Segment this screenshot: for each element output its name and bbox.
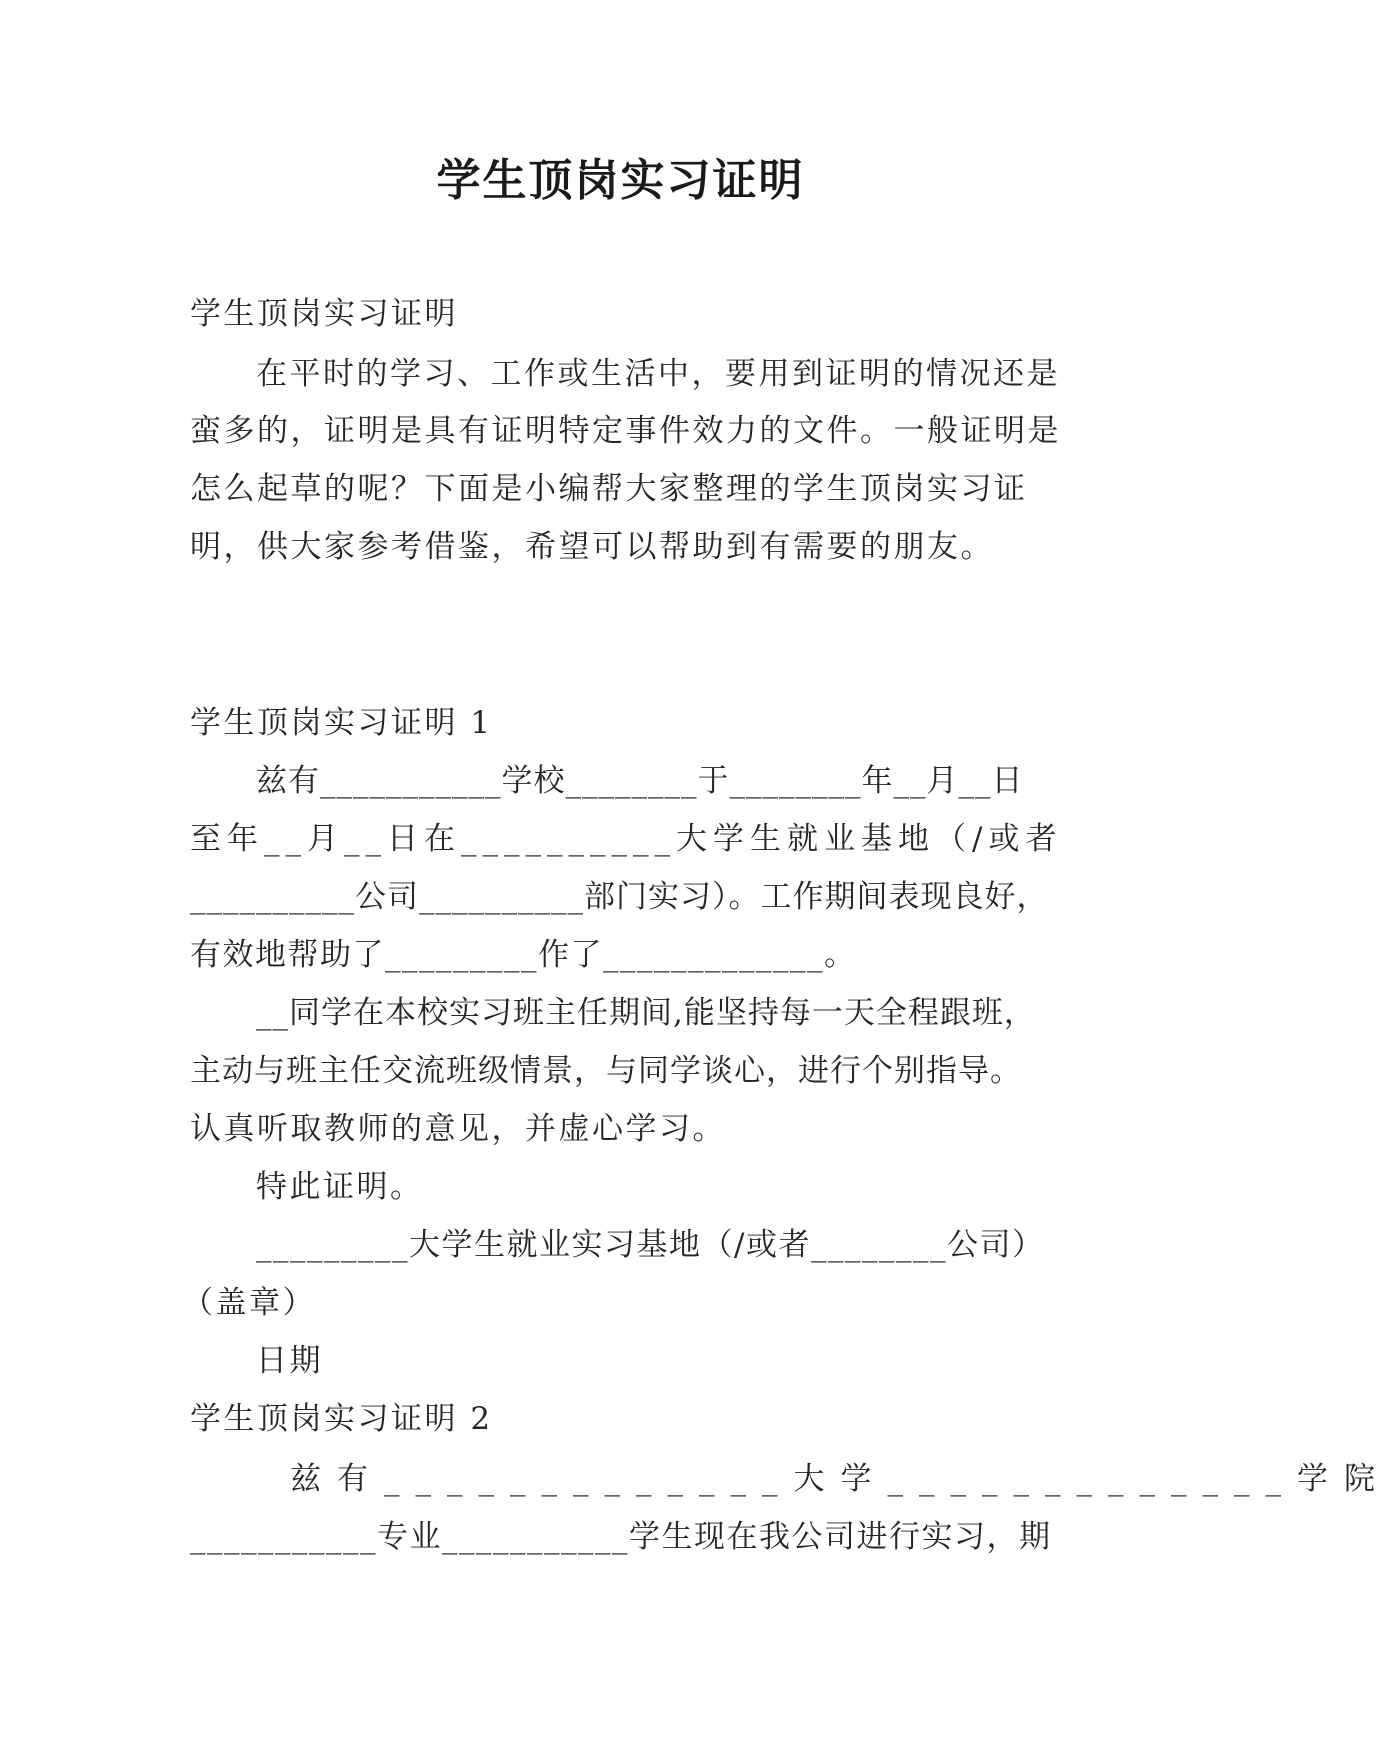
cert1-line-3: __________公司__________部门实习）。工作期间表现良好， <box>190 879 1049 915</box>
intro-line-2: 蛮多的，证明是具有证明特定事件效力的文件。一般证明是 <box>190 413 1061 449</box>
certificate-2-heading: 学生顶岗实习证明 2 <box>190 1401 493 1437</box>
certificate-1-heading: 学生顶岗实习证明 1 <box>190 705 493 741</box>
cert1-line-1: 兹有___________学校________于________年__月__日 <box>256 763 1024 799</box>
cert1-closing: 特此证明。 <box>256 1169 424 1205</box>
cert1-line-2: 至年__月__日在__________大学生就业基地（/或者 <box>190 821 1063 857</box>
cert1-seal: （盖章） <box>182 1285 316 1321</box>
cert1-line-4: 有效地帮助了_________作了_____________。 <box>190 937 857 973</box>
cert1-line-5: __同学在本校实习班主任期间,能坚持每一天全程跟班， <box>256 995 1036 1031</box>
cert1-line-6: 主动与班主任交流班级情景，与同学谈心，进行个别指导。 <box>190 1053 1022 1089</box>
cert2-line-2: ___________专业___________学生现在我公司进行实习，期 <box>190 1519 1052 1555</box>
cert1-line-7: 认真听取教师的意见，并虚心学习。 <box>190 1111 726 1147</box>
intro-line-4: 明，供大家参考借鉴，希望可以帮助到有需要的朋友。 <box>190 529 994 565</box>
cert2-line-1: 兹有_____________大学_____________学院 <box>290 1461 1391 1497</box>
document-title: 学生顶岗实习证明 <box>436 155 805 206</box>
intro-line-1: 在平时的学习、工作或生活中，要用到证明的情况还是 <box>256 356 1060 392</box>
section-heading: 学生顶岗实习证明 <box>190 296 458 332</box>
intro-line-3: 怎么起草的呢？下面是小编帮大家整理的学生顶岗实习证 <box>190 471 1028 507</box>
cert1-issuer: _________大学生就业实习基地（/或者________公司） <box>256 1227 1045 1263</box>
cert1-date: 日期 <box>256 1343 323 1379</box>
